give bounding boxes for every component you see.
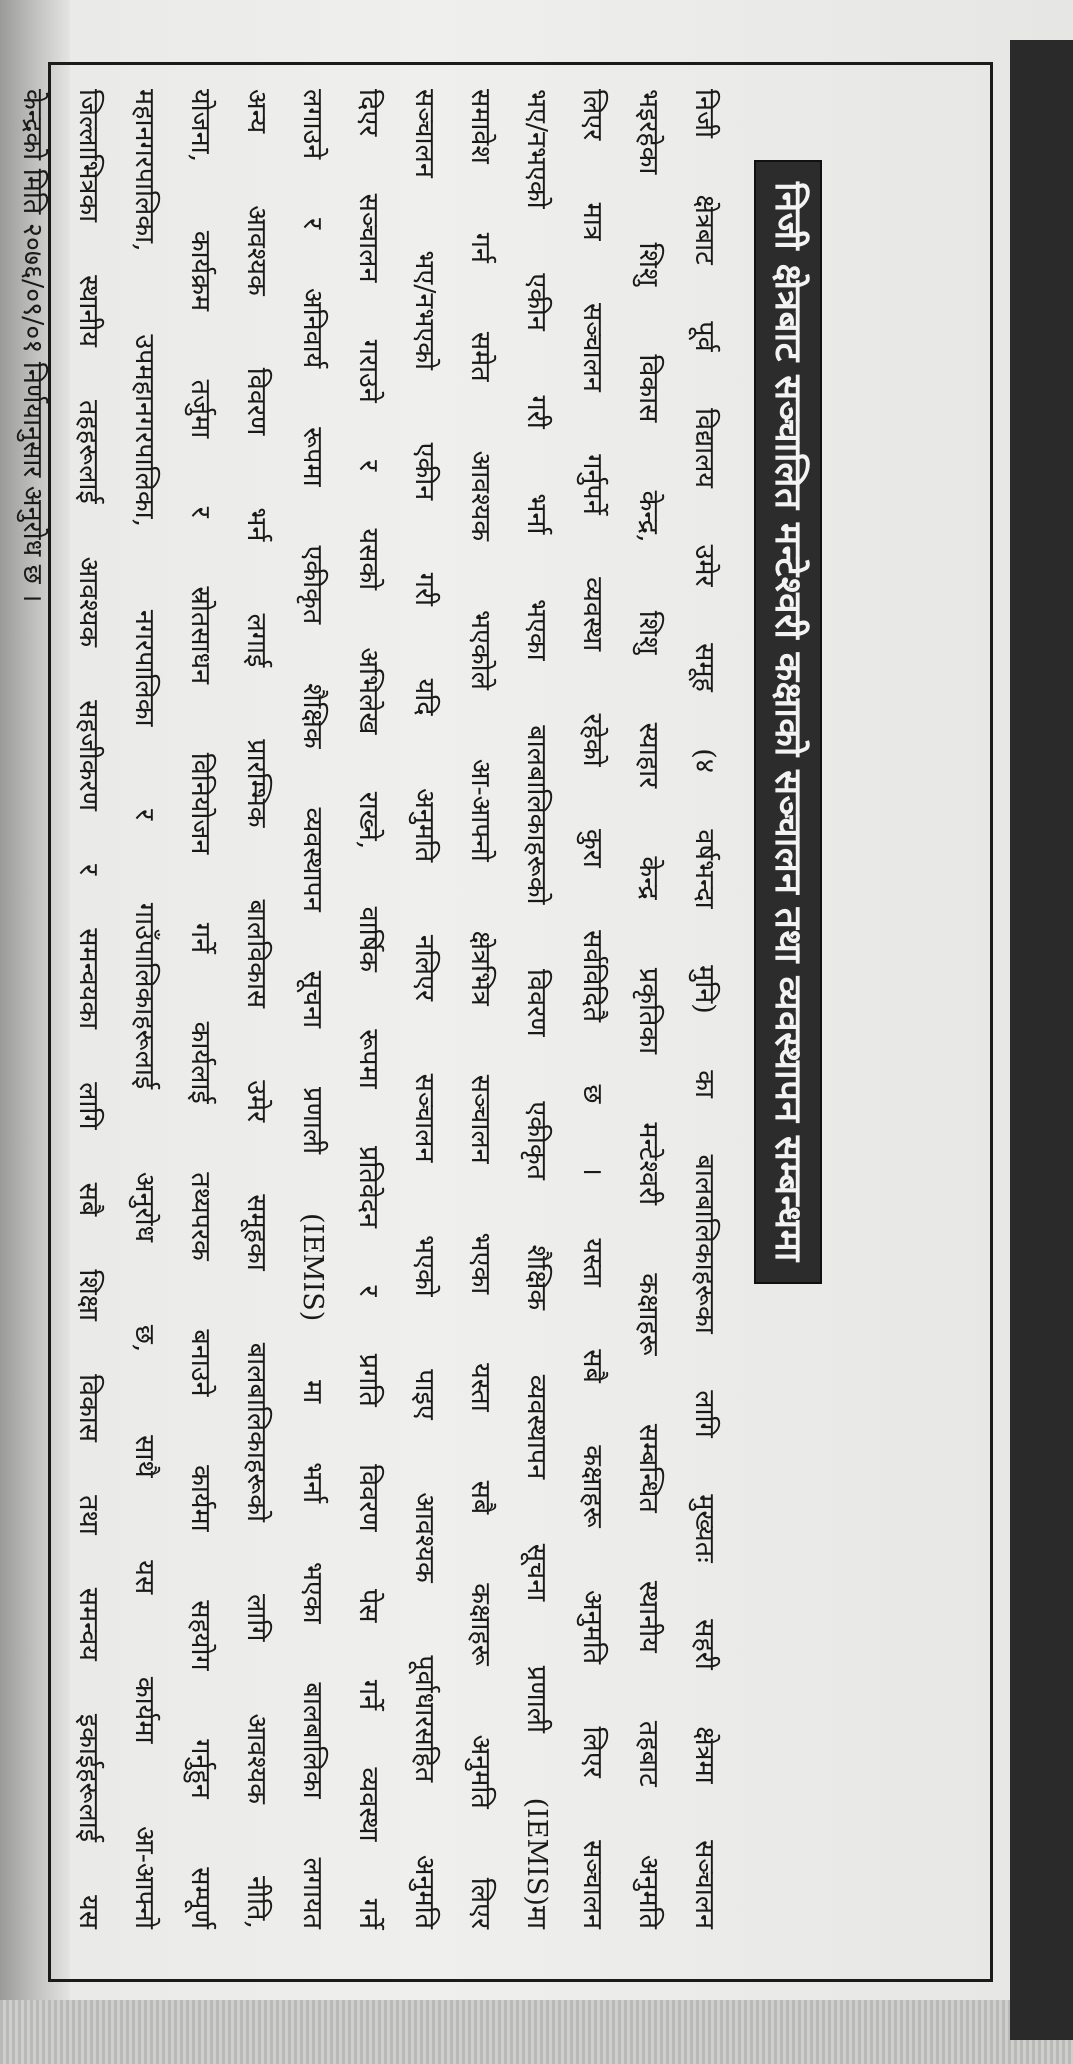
notice-headline: निजी क्षेत्रबाट सञ्चालित मन्टेश्वरी कक्षाको सञ्चालन तथा व्यवस्थापन सम्बन्धमा bbox=[754, 160, 822, 1284]
body-line: अन्य आवश्यक विवरण भर्न लगाई प्रारम्भिक बालविकास उमेर समूहका बालबालिकाहरूको लागि आवश्यक नीति, bbox=[241, 89, 272, 1929]
notice-article-box bbox=[17, 62, 993, 1982]
body-line: केन्द्रको मिति २०७६/०९/०१ निर्णयानुसार अनुरोध छ । bbox=[17, 89, 48, 603]
adjacent-dark-column bbox=[1010, 40, 1073, 2040]
body-line: जिल्लाभित्रका स्थानीय तहहरूलाई आवश्यक सहजीकरण र समन्वयका लागि सबै शिक्षा विकास तथा समन्वय इकाईहरूलाई यस bbox=[73, 89, 104, 1929]
body-line: सञ्चालन भए/नभएको एकीन गरी यदि अनुमति नलिएर सञ्चालन भएको पाइए आवश्यक पूर्वाधारसहित अनुमति bbox=[409, 89, 440, 1929]
notice-body bbox=[4, 89, 732, 1929]
body-line: लिएर मात्र सञ्चालन गर्नुपर्ने व्यवस्था रहेको कुरा सर्वविदितै छ । यस्ता सबै कक्षाहरू अनुमति लिएर सञ्चालन bbox=[577, 89, 608, 1929]
body-line: दिएर सञ्चालन गराउने र यसको अभिलेख राख्ने, वार्षिक रूपमा प्रतिवेदन र प्रगति विवरण पेस गर्ने व्यवस्था गर्ने bbox=[353, 89, 384, 1929]
notice-article-content bbox=[17, 65, 990, 1979]
scan-bottom-edge bbox=[0, 2000, 1073, 2064]
body-line: भए/नभएको एकीन गरी भर्ना भएका बालबालिकाहरूको विवरण एकीकृत शैक्षिक व्यवस्थापन सूचना प्रणाली (IEMIS)मा bbox=[521, 89, 552, 1929]
body-line: महानगरपालिका, उपमहानगरपालिका, नगरपालिका र गाउँपालिकाहरूलाई अनुरोध छ, साथै यस कार्यमा आ-आफ्नो bbox=[129, 89, 160, 1929]
body-line: समावेश गर्न समेत आवश्यक भएकोले आ-आफ्नो क्षेत्रभित्र सञ्चालन भएका यस्ता सबै कक्षाहरू अनुमति लिएर bbox=[465, 89, 496, 1929]
body-line: लगाउने र अनिवार्य रूपमा एकीकृत शैक्षिक व्यवस्थापन सूचना प्रणाली (IEMIS) मा भर्ना भएका बालबालिका लगायत bbox=[297, 89, 328, 1929]
body-line: योजना, कार्यक्रम तर्जुमा र स्रोतसाधन विनियोजन गर्ने कार्यलाई तथ्यपरक बनाउने कार्यमा सहयोग गर्नुहुन सम्पूर्ण bbox=[185, 89, 216, 1929]
headline-container bbox=[752, 160, 822, 1900]
body-line: निजी क्षेत्रबाट पूर्व विद्यालय उमेर समूह (४ वर्षभन्दा मुनि) का बालबालिकाहरूका लागि मुख्यतः सहरी क्षेत्रमा सञ्चालन bbox=[689, 89, 720, 1929]
body-line: भइरहेका शिशु विकास केन्द्र, शिशु स्याहार केन्द्र प्रकृतिका मन्टेश्वरी कक्षाहरू सम्बन्धित स्थानीय तहबाट अनुमति bbox=[633, 89, 664, 1929]
